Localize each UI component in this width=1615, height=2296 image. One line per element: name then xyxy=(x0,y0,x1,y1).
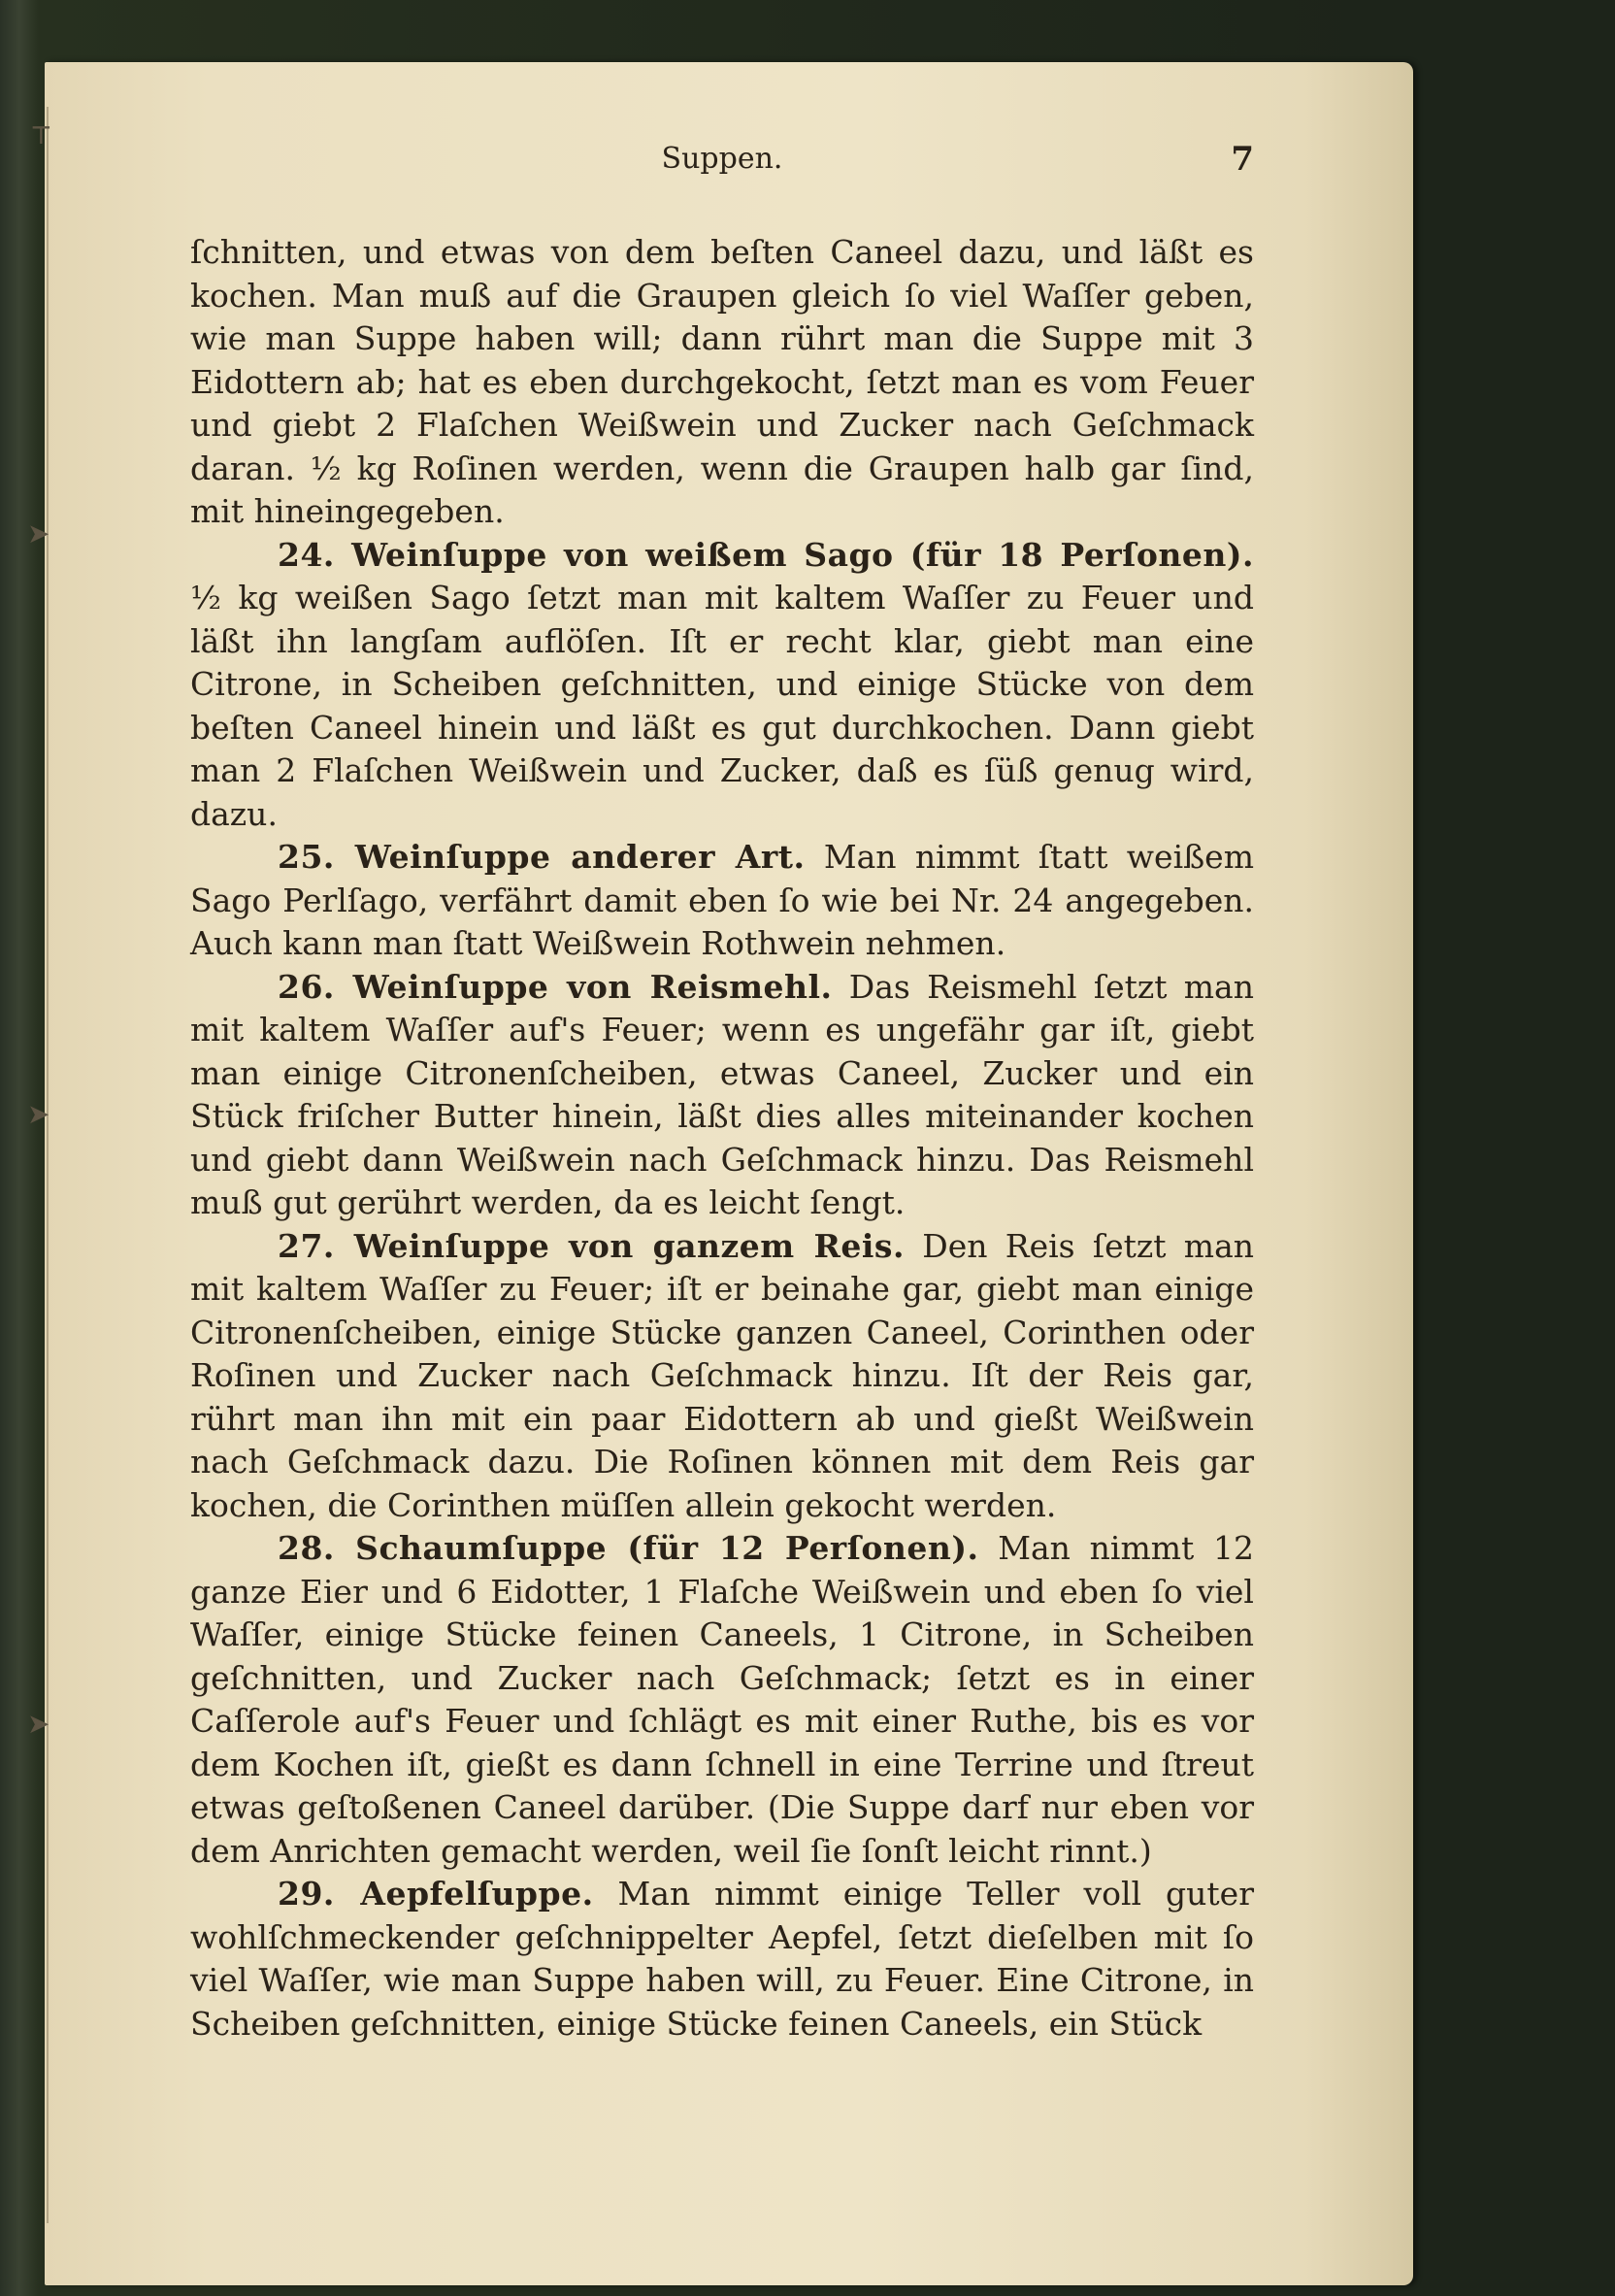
recipe-title: Weinſuppe von ganzem Reis. xyxy=(353,1226,905,1265)
recipe-heading xyxy=(190,1227,905,1265)
recipe-body: Man nimmt 12 ganze Eier und 6 Eidotter, 1 Flaſche Weißwein und eben ſo viel Waſſer, einige Stücke feinen Caneels, 1 Citrone, in Scheiben geſchnitten, und Zucker nach Geſchmack; ſetzt es in einer Caſſerole auf's Feuer und ſchlägt es mit einer Ruthe, bis es vor dem Kochen iſt, gießt es dann ſchnell in eine Terrine und ſtreut etwas geſtoßenen Caneel darüber. (Die Suppe darf nur eben vor dem Anrichten gemacht werden, weil ſie ſonſt leicht rinnt.) xyxy=(190,1529,1254,1870)
recipe-25 xyxy=(190,836,1254,966)
recipe-heading xyxy=(190,1529,979,1567)
recipe-title: Weinſuppe anderer Art. xyxy=(354,838,806,876)
running-head: Suppen. xyxy=(661,142,783,176)
recipe-27 xyxy=(190,1225,1254,1528)
recipe-body: Das Reismehl ſetzt man mit kaltem Waſſer auf's Feuer; wenn es ungefähr gar iſt, giebt man einige Citronenſcheiben, etwas Caneel, Zucker und ein Stück friſcher Butter hinein, läßt dies alles miteinander kochen und giebt dann Weißwein nach Geſchmack hinzu. Das Reismehl muß gut gerührt werden, da es leicht ſengt. xyxy=(190,967,1254,1221)
recipe-29 xyxy=(190,1873,1254,2046)
gutter-line xyxy=(47,107,49,2223)
recipe-title: Aepfelſuppe. xyxy=(360,1875,594,1913)
recipe-number: 27. xyxy=(278,1226,335,1265)
margin-mark: ➤ xyxy=(27,517,50,549)
recipe-body: Den Reis ſetzt man mit kaltem Waſſer zu Feuer; iſt er beinahe gar, giebt man einige Citronenſcheiben, einige Stücke ganzen Caneel, Corinthen oder Roſinen und Zucker nach Geſchmack hinzu. Iſt der Reis gar, rührt man ihn mit ein paar Eidottern ab und gießt Weißwein nach Geſchmack dazu. Die Roſinen können mit dem Reis gar kochen, die Corinthen müſſen allein gekocht werden. xyxy=(190,1226,1254,1524)
recipe-number: 24. xyxy=(278,535,335,574)
recipe-heading xyxy=(190,968,833,1006)
recipe-heading xyxy=(190,1875,594,1913)
recipe-body: Man nimmt ſtatt weißem Sago Perlſago, verfährt damit eben ſo wie bei Nr. 24 angegeben. Auch kann man ſtatt Weißwein Rothwein nehmen. xyxy=(190,838,1254,962)
page-number: 7 xyxy=(1231,140,1254,179)
recipe-heading xyxy=(190,838,806,876)
page-body xyxy=(190,231,1254,2046)
margin-mark: ➤ xyxy=(27,1708,50,1740)
recipe-body: Man nimmt einige Teller voll guter wohlſchmeckender geſchnippelter Aepfel, ſetzt dieſelben mit ſo viel Waſſer, wie man Suppe haben will, zu Feuer. Eine Citrone, in Scheiben geſchnitten, einige Stücke feinen Caneels, ein Stück xyxy=(190,1875,1254,2043)
recipe-number: 29. xyxy=(278,1875,335,1913)
recipe-title: Weinſuppe von Reismehl. xyxy=(352,967,833,1006)
page-header xyxy=(190,142,1254,188)
margin-mark: ┬ xyxy=(33,112,49,144)
recipe-28 xyxy=(190,1527,1254,1873)
recipe-number: 25. xyxy=(278,838,335,876)
recipe-number: 28. xyxy=(278,1529,335,1567)
recipe-body: ½ kg weißen Sago ſetzt man mit kaltem Waſſer zu Feuer und läßt ihn langſam auflöſen. Iſt er recht klar, giebt man eine Citrone, in Scheiben geſchnitten, und einige Stücke von dem beſten Caneel hinein und läßt es gut durchkochen. Dann giebt man 2 Flaſchen Weißwein und Zucker, daß es ſüß genug wird, dazu. xyxy=(190,579,1254,833)
recipe-title: Weinſuppe von weißem Sago (für 18 Perſonen). xyxy=(351,535,1254,574)
recipe-26 xyxy=(190,966,1254,1225)
recipe-title: Schaumſuppe (für 12 Perſonen). xyxy=(355,1529,979,1567)
recipe-heading xyxy=(190,536,1254,574)
recipe-number: 26. xyxy=(278,967,335,1006)
margin-mark: ➤ xyxy=(27,1098,50,1130)
recipe-24 xyxy=(190,534,1254,837)
paragraph-continuation: ſchnitten, und etwas von dem beſten Caneel dazu, und läßt es kochen. Man muß auf die Graupen gleich ſo viel Waſſer geben, wie man Suppe haben will; dann rührt man die Suppe mit 3 Eidottern ab; hat es eben durchgekocht, ſetzt man es vom Feuer und giebt 2 Flaſchen Weißwein und Zucker nach Geſchmack daran. ½ kg Roſinen werden, wenn die Graupen halb gar ſind, mit hineingegeben. xyxy=(190,233,1254,530)
